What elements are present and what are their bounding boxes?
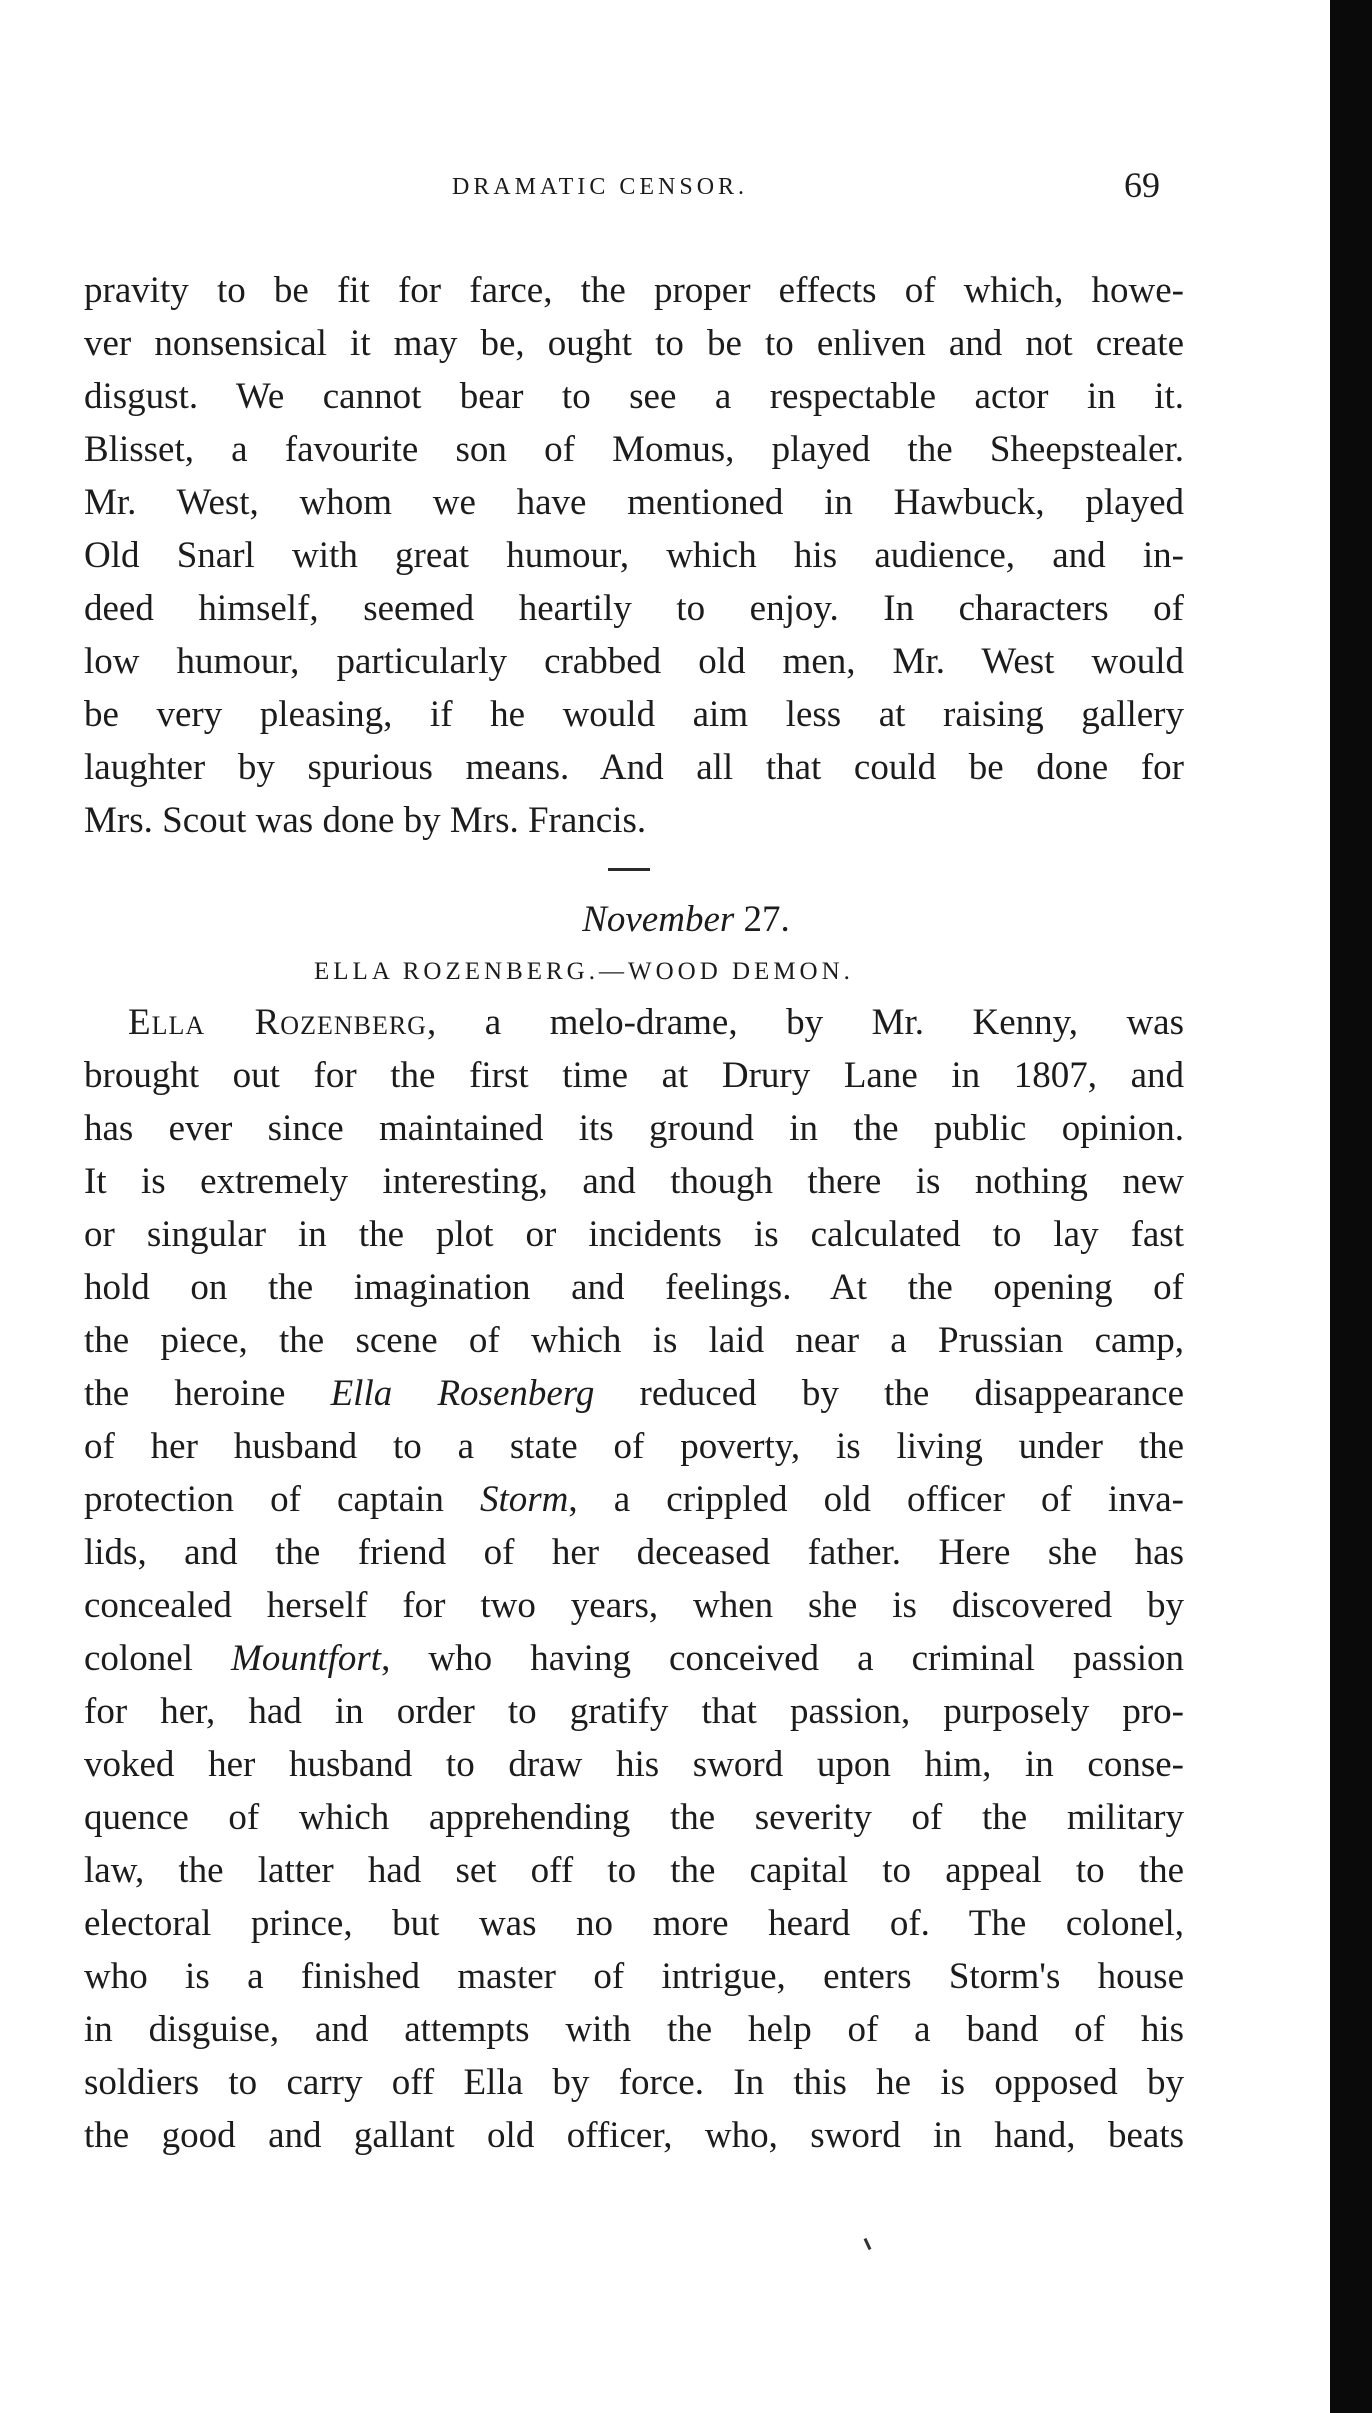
text-run: , a crippled old officer of inva- [568,1479,1184,1520]
text-line: hold on the imagination and feelings. At the opening of [84,1267,1184,1308]
character-name: Ella Rosenberg [330,1373,595,1414]
date-month: November [582,899,735,940]
text-line: in disguise, and attempts with the help of a band of his [84,2009,1184,2050]
text-line: who is a finished master of intrigue, enters Storm's house [84,1956,1184,1997]
text-line [84,1473,1184,1526]
text-line: Old Snarl with great humour, which his audience, and in- [84,535,1184,576]
text-line: law, the latter had set off to the capital to appeal to the [84,1850,1184,1891]
text-line: quence of which apprehending the severity of the military [84,1797,1184,1838]
text-run: , who having conceived a criminal passion [381,1638,1185,1679]
text-line: brought out for the first time at Drury Lane in 1807, and [84,1055,1184,1096]
text-line: Mr. West, whom we have mentioned in Hawbuck, played [84,482,1184,523]
text-line [84,1632,1184,1685]
text-line: be very pleasing, if he would aim less at raising gallery [84,694,1184,735]
text-line [84,1367,1184,1420]
page-number: 69 [1124,165,1160,205]
running-title: DRAMATIC CENSOR. [452,174,749,200]
title-small-caps: Ella Rozenberg [128,1002,427,1043]
text-line: Blisset, a favourite son of Momus, played the Sheepstealer. [84,429,1184,470]
text-line: electoral prince, but was no more heard of. The colonel, [84,1903,1184,1944]
text-line: deed himself, seemed heartily to enjoy. In characters of [84,588,1184,629]
section-heading: ELLA ROZENBERG.—WOOD DEMON. [314,958,854,985]
ink-speck [864,2238,872,2250]
text-run: , a melo-drame, by Mr. Kenny, was [426,1002,1184,1043]
paragraph-review [84,996,1184,2162]
text-line: pravity to be fit for farce, the proper effects of which, howe- [84,270,1184,311]
text-run: reduced by the disappearance [594,1373,1185,1414]
text-line [84,996,1184,1049]
text-line: the piece, the scene of which is laid near a Prussian camp, [84,1320,1184,1361]
text-line: for her, had in order to gratify that passion, purposely pro- [84,1691,1184,1732]
text-line: of her husband to a state of poverty, is living under the [84,1426,1184,1467]
text-line: soldiers to carry off Ella by force. In this he is opposed by [84,2062,1184,2103]
text-line: low humour, particularly crabbed old men, Mr. West would [84,641,1184,682]
text-run: protection of captain [84,1479,480,1520]
text-line: the good and gallant old officer, who, sword in hand, beats [84,2115,1184,2156]
character-name: Storm [479,1479,569,1520]
section-divider [608,868,650,871]
text-line: disgust. We cannot bear to see a respectable actor in it. [84,376,1184,417]
text-run: colonel [84,1638,232,1679]
text-line: ver nonsensical it may be, ought to be to enliven and not create [84,323,1184,364]
section-date [0,898,1372,941]
date-day: 27. [743,899,790,940]
text-line: or singular in the plot or incidents is calculated to lay fast [84,1214,1184,1255]
text-line: voked her husband to draw his sword upon him, in conse- [84,1744,1184,1785]
paragraph-continued [84,264,1184,847]
page-edge-shadow [1330,0,1372,2413]
text-line: lids, and the friend of her deceased father. Here she has [84,1532,1184,1573]
text-line: concealed herself for two years, when she is discovered by [84,1585,1184,1626]
text-line: It is extremely interesting, and though there is nothing new [84,1161,1184,1202]
text-line: Mrs. Scout was done by Mrs. Francis. [84,800,647,841]
text-run: the heroine [84,1373,331,1414]
text-line: has ever since maintained its ground in the public opinion. [84,1108,1184,1149]
character-name: Mountfort [231,1638,382,1679]
text-line: laughter by spurious means. And all that could be done for [84,747,1184,788]
